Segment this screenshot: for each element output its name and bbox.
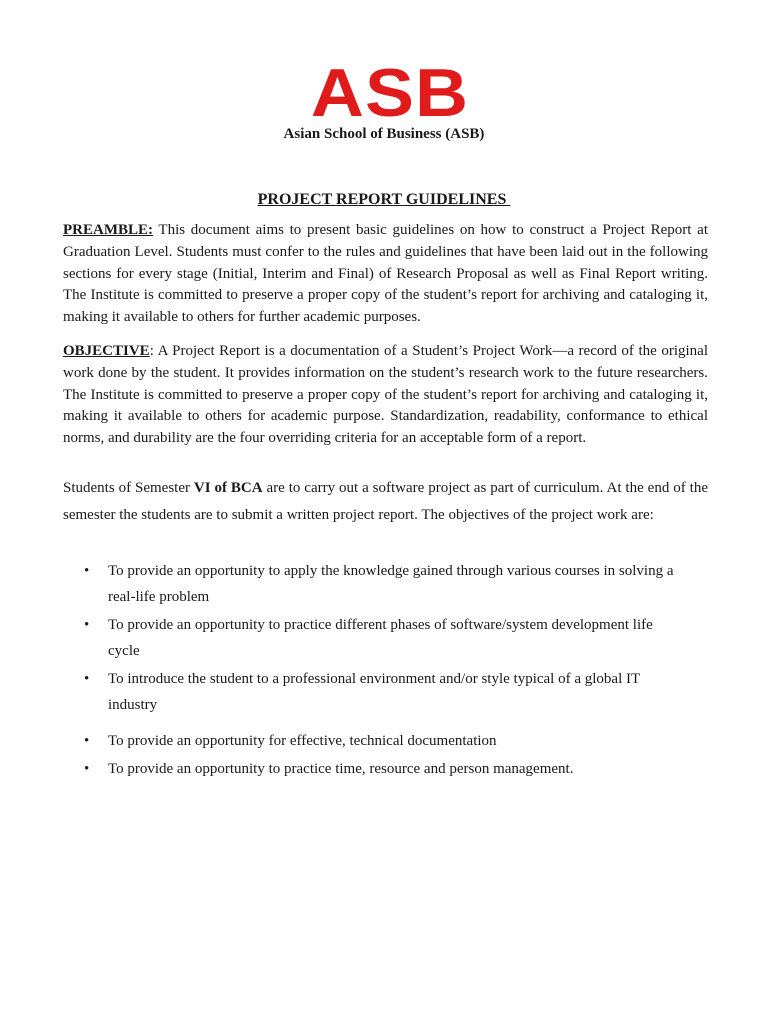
list-item bbox=[84, 756, 684, 782]
list-item-text: To provide an opportunity to apply the knowledge gained through various courses in solving a real-life problem bbox=[108, 563, 674, 605]
preamble-text: This document aims to present basic guidelines on how to construct a Project Report at Graduation Level. Students must confer to the rules and guidelines that have been laid out in the following sections for every stage (Initial, Interim and Final) of Research Proposal as well as Final Report writing. The Institute is committed to preserve a proper copy of the student’s report for archiving and cataloging it, making it available to others for further academic purposes. bbox=[63, 222, 708, 326]
objective-label: OBJECTIVE bbox=[63, 343, 150, 359]
list-item bbox=[84, 666, 684, 718]
list-item-text: To provide an opportunity to practice different phases of software/system development life cycle bbox=[108, 617, 653, 659]
objective-paragraph bbox=[63, 341, 708, 450]
semester-label: VI of BCA bbox=[193, 480, 263, 496]
list-item-text: To provide an opportunity for effective, technical documentation bbox=[108, 733, 497, 749]
preamble-paragraph bbox=[63, 220, 708, 329]
asb-logo bbox=[310, 55, 470, 131]
bullet-icon: • bbox=[84, 733, 90, 749]
list-item-text: To provide an opportunity to practice time, resource and person management. bbox=[108, 761, 574, 777]
students-paragraph bbox=[63, 475, 708, 529]
list-item bbox=[84, 558, 684, 610]
bullet-icon: • bbox=[84, 617, 90, 633]
page-title: PROJECT REPORT GUIDELINES bbox=[257, 191, 511, 208]
bullet-icon: • bbox=[84, 671, 90, 687]
list-item bbox=[84, 728, 684, 754]
students-text-after: are to carry out a software project as part of curriculum. At the end of the semester the students are to submit a written project report. The objectives of the project work are: bbox=[63, 480, 708, 523]
list-item bbox=[84, 612, 684, 664]
preamble-label: PREAMBLE: bbox=[63, 222, 153, 238]
school-name: Asian School of Business (ASB) bbox=[283, 126, 485, 142]
bullet-icon: • bbox=[84, 563, 90, 579]
logo-text: ASB bbox=[310, 55, 470, 131]
list-item-text: To introduce the student to a professional environment and/or style typical of a global IT industry bbox=[108, 671, 640, 713]
objective-text: : A Project Report is a documentation of a Student’s Project Work—a record of the original work done by the student. It provides information on the student’s research work to the future researchers. The Institute is committed to preserve a proper copy of the student’s report for archiving and cataloging it, making it available to others for academic purpose. Standardization, readability, conformance to ethical norms, and durability are the four overriding criteria for an acceptable form of a report. bbox=[63, 343, 708, 447]
students-text-before: Students of Semester bbox=[63, 480, 194, 496]
bullet-icon: • bbox=[84, 761, 90, 777]
